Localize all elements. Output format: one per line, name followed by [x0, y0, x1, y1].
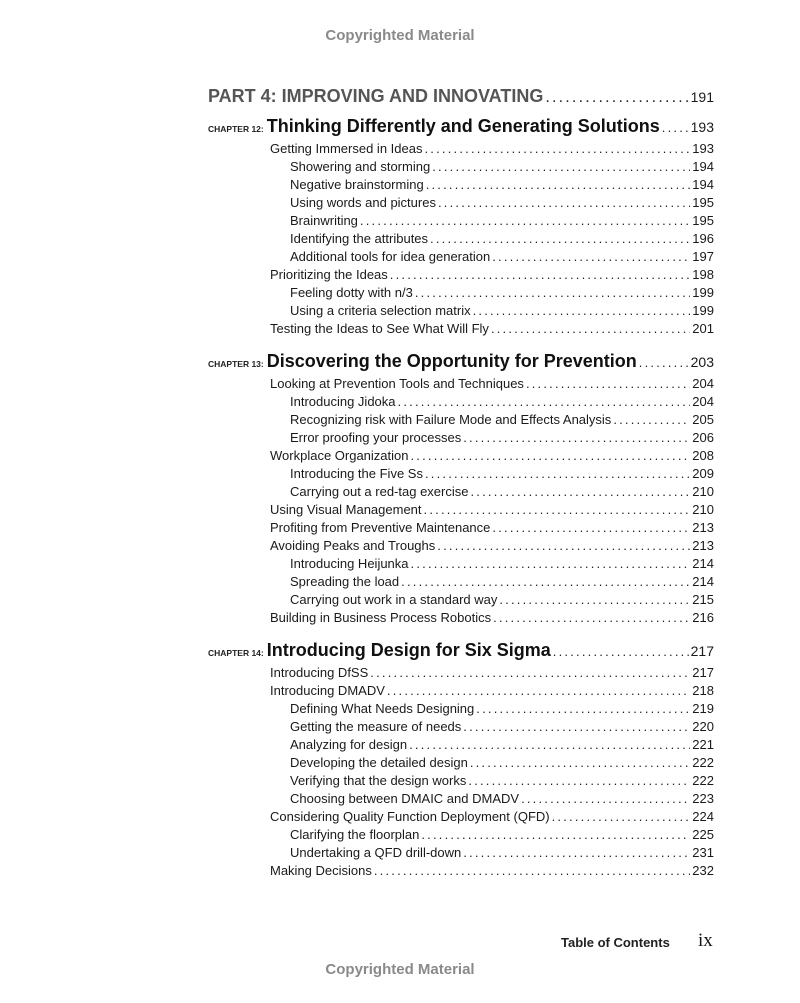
- toc-entry-title: Error proofing your processes: [290, 430, 462, 445]
- leader-dots: [430, 231, 690, 246]
- toc-entry-page: 217: [692, 665, 714, 680]
- leader-dots: [421, 827, 690, 842]
- toc-entry-title: Introducing DMADV: [270, 683, 385, 698]
- toc-entry-page: 214: [692, 556, 714, 571]
- leader-dots: [463, 719, 690, 734]
- part-title: PART 4: IMPROVING AND INNOVATING: [208, 86, 544, 106]
- leader-dots: [476, 701, 690, 716]
- toc-entry-title: Using words and pictures: [290, 195, 436, 210]
- toc-entry[interactable]: [270, 267, 714, 285]
- toc-entry-page: 218: [692, 683, 714, 698]
- leader-dots: [432, 159, 690, 174]
- leader-dots: [415, 285, 690, 300]
- toc-entry[interactable]: [270, 665, 714, 683]
- toc-entry-title: Looking at Prevention Tools and Techniques: [270, 376, 524, 391]
- toc-subentry[interactable]: [290, 755, 714, 773]
- toc-subentry[interactable]: [290, 285, 714, 303]
- toc-entry-title: Showering and storming: [290, 159, 431, 174]
- chapter-13-entries: [0, 376, 800, 628]
- toc-entry-title: Testing the Ideas to See What Will Fly: [270, 321, 489, 336]
- toc-entry[interactable]: [270, 141, 714, 159]
- leader-dots: [390, 267, 691, 282]
- leader-dots: [499, 592, 690, 607]
- toc-entry-page: 198: [692, 267, 714, 282]
- toc-entry-title: Profiting from Preventive Maintenance: [270, 520, 491, 535]
- leader-dots: [424, 141, 690, 156]
- toc-entry-page: 194: [692, 159, 714, 174]
- chapter-14-entries: [0, 665, 800, 881]
- toc-subentry[interactable]: [290, 394, 714, 412]
- leader-dots: [473, 303, 691, 318]
- chapter-title: Discovering the Opportunity for Prevention: [266, 351, 637, 371]
- toc-entry-title: Additional tools for idea generation: [290, 249, 491, 264]
- toc-entry[interactable]: [270, 863, 714, 881]
- leader-dots: [639, 355, 689, 370]
- leader-dots: [521, 791, 690, 806]
- toc-entry-page: 206: [692, 430, 714, 445]
- leader-dots: [438, 195, 690, 210]
- toc-entry-title: Brainwriting: [290, 213, 358, 228]
- toc-subentry[interactable]: [290, 556, 714, 574]
- toc-entry-page: 219: [692, 701, 714, 716]
- leader-dots: [463, 430, 690, 445]
- toc-entry-title: Getting Immersed in Ideas: [270, 141, 423, 156]
- toc-entry-page: 209: [692, 466, 714, 481]
- toc-entry-page: 213: [692, 538, 714, 553]
- toc-entry-page: 223: [692, 791, 714, 806]
- leader-dots: [425, 466, 690, 481]
- toc-entry[interactable]: [270, 520, 714, 538]
- toc-entry-page: 194: [692, 177, 714, 192]
- chapter-label: CHAPTER 14:: [208, 648, 264, 658]
- toc-entry-page: 208: [692, 448, 714, 463]
- toc-entry-title: Introducing Jidoka: [290, 394, 396, 409]
- toc-entry-title: Verifying that the design works: [290, 773, 467, 788]
- watermark-bottom: Copyrighted Material: [325, 961, 475, 978]
- chapter-label: CHAPTER 13:: [208, 359, 264, 369]
- toc-subentry[interactable]: [290, 195, 714, 213]
- toc-entry-page: 199: [692, 303, 714, 318]
- chapter-page: 193: [690, 119, 714, 135]
- toc-subentry[interactable]: [290, 773, 714, 791]
- chapter-13-heading: [208, 351, 714, 375]
- toc-subentry[interactable]: [290, 827, 714, 845]
- chapter-page: 203: [690, 354, 714, 370]
- toc-subentry[interactable]: [290, 177, 714, 195]
- toc-entry-title: Defining What Needs Designing: [290, 701, 475, 716]
- toc-entry-title: Prioritizing the Ideas: [270, 267, 388, 282]
- toc-subentry[interactable]: [290, 213, 714, 231]
- toc-entry-title: Choosing between DMAIC and DMADV: [290, 791, 520, 806]
- toc-entry-title: Workplace Organization: [270, 448, 409, 463]
- leader-dots: [360, 213, 690, 228]
- toc-subentry[interactable]: [290, 719, 714, 737]
- leader-dots: [493, 610, 690, 625]
- toc-entry-page: 216: [692, 610, 714, 625]
- leader-dots: [463, 845, 690, 860]
- toc-entry-title: Building in Business Process Robotics: [270, 610, 492, 625]
- toc-entry-title: Analyzing for design: [290, 737, 408, 752]
- toc-entry-page: 222: [692, 773, 714, 788]
- toc-entry-title: Carrying out work in a standard way: [290, 592, 498, 607]
- toc-subentry[interactable]: [290, 430, 714, 448]
- toc-entry-title: Introducing the Five Ss: [290, 466, 423, 481]
- toc-entry-title: Undertaking a QFD drill-down: [290, 845, 462, 860]
- leader-dots: [411, 448, 691, 463]
- chapter-12-entries: [0, 141, 800, 339]
- toc-entry-title: Avoiding Peaks and Troughs: [270, 538, 436, 553]
- toc-subentry[interactable]: [290, 737, 714, 755]
- toc-entry-page: 224: [692, 809, 714, 824]
- watermark-top: Copyrighted Material: [325, 27, 475, 44]
- chapter-label: CHAPTER 12:: [208, 124, 264, 134]
- leader-dots: [426, 177, 691, 192]
- leader-dots: [553, 644, 689, 659]
- leader-dots: [492, 249, 690, 264]
- toc-entry-page: 221: [692, 737, 714, 752]
- toc-subentry[interactable]: [290, 231, 714, 249]
- toc-entry-title: Identifying the attributes: [290, 231, 429, 246]
- chapter-page: 217: [690, 643, 714, 659]
- leader-dots: [411, 556, 691, 571]
- toc-entry-page: 213: [692, 520, 714, 535]
- toc-entry-page: 195: [692, 213, 714, 228]
- toc-entry-page: 199: [692, 285, 714, 300]
- leader-dots: [374, 863, 690, 878]
- toc-entry-title: Using Visual Management: [270, 502, 422, 517]
- toc-entry-title: Making Decisions: [270, 863, 372, 878]
- leader-dots: [437, 538, 690, 553]
- toc-entry[interactable]: [270, 502, 714, 520]
- toc-subentry[interactable]: [290, 701, 714, 719]
- toc-entry-title: Feeling dotty with n/3: [290, 285, 413, 300]
- leader-dots: [470, 755, 690, 770]
- leader-dots: [409, 737, 690, 752]
- footer-section-label: Table of Contents: [561, 935, 670, 950]
- toc-entry-title: Developing the detailed design: [290, 755, 468, 770]
- toc-subentry[interactable]: [290, 412, 714, 430]
- toc-entry-page: 210: [692, 502, 714, 517]
- part-page: 191: [690, 89, 714, 105]
- toc-subentry[interactable]: [290, 574, 714, 592]
- leader-dots: [424, 502, 691, 517]
- leader-dots: [398, 394, 691, 409]
- toc-entry-page: 196: [692, 231, 714, 246]
- toc-entry[interactable]: [270, 376, 714, 394]
- toc-entry-page: 225: [692, 827, 714, 842]
- toc-entry-title: Recognizing risk with Failure Mode and Effects Analysis: [290, 412, 612, 427]
- toc-entry-page: 232: [692, 863, 714, 878]
- toc-entry[interactable]: [270, 809, 714, 827]
- toc-subentry[interactable]: [290, 592, 714, 610]
- toc-entry-title: Using a criteria selection matrix: [290, 303, 471, 318]
- toc-subentry[interactable]: [290, 249, 714, 267]
- toc-entry-page: 201: [692, 321, 714, 336]
- toc-subentry[interactable]: [290, 466, 714, 484]
- leader-dots: [613, 412, 690, 427]
- toc-entry-title: Getting the measure of needs: [290, 719, 462, 734]
- toc-entry-page: 205: [692, 412, 714, 427]
- toc-entry-page: 214: [692, 574, 714, 589]
- toc-entry-title: Carrying out a red-tag exercise: [290, 484, 469, 499]
- leader-dots: [370, 665, 690, 680]
- toc-entry[interactable]: [270, 610, 714, 628]
- leader-dots: [387, 683, 690, 698]
- leader-dots: [491, 321, 690, 336]
- leader-dots: [492, 520, 690, 535]
- leader-dots: [662, 120, 689, 135]
- chapter-title: Thinking Differently and Generating Solutions: [266, 116, 660, 136]
- toc-entry-title: Clarifying the floorplan: [290, 827, 420, 842]
- toc-entry[interactable]: [270, 321, 714, 339]
- toc-subentry[interactable]: [290, 159, 714, 177]
- chapter-14-heading: [208, 640, 714, 664]
- leader-dots: [545, 89, 688, 107]
- toc-entry-title: Introducing DfSS: [270, 665, 369, 680]
- toc-entry-page: 222: [692, 755, 714, 770]
- leader-dots: [552, 809, 691, 824]
- chapter-title: Introducing Design for Six Sigma: [266, 640, 551, 660]
- leader-dots: [468, 773, 690, 788]
- toc-entry[interactable]: [270, 538, 714, 556]
- toc-entry-page: 195: [692, 195, 714, 210]
- leader-dots: [526, 376, 690, 391]
- toc-subentry[interactable]: [290, 791, 714, 809]
- toc-subentry[interactable]: [290, 484, 714, 502]
- chapter-12-heading: [208, 116, 714, 140]
- part-heading: [208, 86, 714, 110]
- toc-entry[interactable]: [270, 683, 714, 701]
- toc-entry-title: Spreading the load: [290, 574, 400, 589]
- toc-entry-page: 204: [692, 376, 714, 391]
- footer-page-number: ix: [698, 930, 713, 951]
- toc-entry-page: 193: [692, 141, 714, 156]
- toc-entry-page: 197: [692, 249, 714, 264]
- toc-subentry[interactable]: [290, 303, 714, 321]
- toc-entry-title: Introducing Heijunka: [290, 556, 409, 571]
- toc-subentry[interactable]: [290, 845, 714, 863]
- toc-entry-title: Considering Quality Function Deployment (QFD): [270, 809, 550, 824]
- toc-entry-page: 215: [692, 592, 714, 607]
- leader-dots: [401, 574, 690, 589]
- toc-entry-title: Negative brainstorming: [290, 177, 424, 192]
- toc-entry-page: 204: [692, 394, 714, 409]
- leader-dots: [470, 484, 690, 499]
- toc-entry[interactable]: [270, 448, 714, 466]
- toc-entry-page: 220: [692, 719, 714, 734]
- toc-entry-page: 231: [692, 845, 714, 860]
- toc-entry-page: 210: [692, 484, 714, 499]
